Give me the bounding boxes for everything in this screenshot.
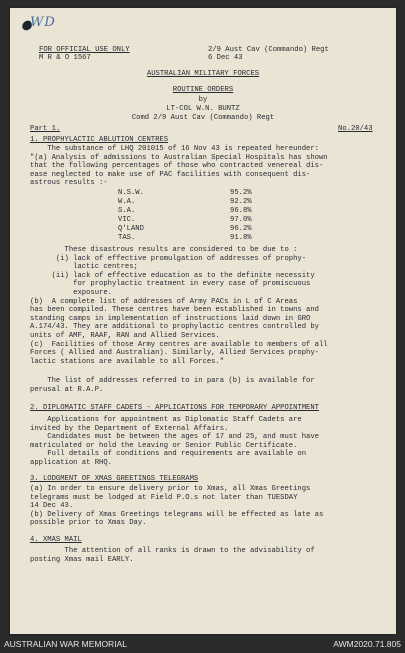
text-line: (i) lack of effective promulgation of addresses of prophy- (30, 254, 307, 263)
text-line: Forces ( Allied and Australian). Similarly, Allied Services prophy- (30, 349, 319, 358)
document-title: AUSTRALIAN MILITARY FORCES (146, 70, 260, 78)
reference-number: M R & O 1567 (39, 54, 91, 62)
state-percentage: 96.2% (230, 225, 252, 233)
text-line: (ii) lack of effective education as to the definite necessity (30, 271, 315, 280)
text-line: The list of addresses referred to in para (b) is available for (30, 377, 315, 385)
text-line: that the following percentages of those who contracted venereal dis- (30, 162, 324, 171)
text-line: "(a) Analysis of admissions to Australian Special Hospitals has shown (30, 153, 328, 162)
archive-footer (0, 636, 405, 653)
text-line: The attention of all ranks is drawn to the advisability of (30, 547, 315, 555)
text-line: Candidates must be between the ages of 17 and 25, and must have (30, 433, 319, 442)
unit-header: 2/9 Aust Cav (Commando) Regt (208, 46, 329, 54)
state-name: VIC. (118, 216, 136, 224)
text-line: A.174/43. They are additional to prophylactic centres controlled by (30, 323, 319, 332)
order-number: No.20/43 (338, 125, 373, 133)
text-line: for prophylactic treatment in every case of promiscuous (30, 280, 311, 289)
state-percentage: 96.8% (230, 207, 252, 215)
text-line: invited by the Department of External Affairs. (30, 424, 229, 433)
text-line: matriculated or hold the Leaving or Senior Public Certificate. (30, 441, 298, 450)
state-name: S.A. (118, 207, 136, 215)
section-2-heading: 2. DIPLOMATIC STAFF CADETS - APPLICATIONS FOR TEMPORARY APPOINTMENT (30, 404, 319, 412)
text-line: (b) A complete list of addresses of Army PACs in L of C Areas (30, 297, 298, 306)
accession-number: AWM2020.71.805 (333, 639, 401, 649)
date-header: 6 Dec 43 (208, 54, 243, 62)
text-line: 14 Dec 43. (30, 502, 74, 511)
text-line: has been compiled. These centres have been established in towns and (30, 306, 319, 315)
text-line: astrous results :- (30, 179, 108, 188)
state-name: N.S.W. (118, 189, 144, 197)
section-3-heading: 3. LODGMENT OF XMAS GREETINGS TELEGRAMS (30, 475, 199, 483)
part-label: Part 1. (30, 125, 61, 133)
text-line: exposure. (30, 289, 112, 297)
text-line: Full details of conditions and requirements are available on (30, 450, 307, 459)
archive-name: AUSTRALIAN WAR MEMORIAL (4, 639, 127, 649)
commander-name: LT-COL W.N. BUNTZ (166, 105, 240, 113)
text-line: telegrams must be lodged at Field P.O.s not later than TUESDAY (30, 493, 298, 502)
classification-label: FOR OFFICIAL USE ONLY (39, 46, 130, 54)
text-line: lactic centres; (30, 263, 138, 272)
document-sheet (10, 8, 396, 634)
section-1-heading: 1. PROPHYLACTIC ABLUTION CENTRES (30, 136, 169, 144)
text-line: ease neglected to make use of PAC facilities with consequent dis- (30, 170, 311, 179)
text-line: (a) In order to ensure delivery prior to Xmas, all Xmas Greetings (30, 485, 311, 493)
state-percentage: 95.2% (230, 189, 252, 197)
state-percentage: 97.0% (230, 216, 252, 224)
text-line: The substance of LHQ 201015 of 16 Nov 43 is repeated hereunder: (30, 145, 319, 153)
commander-unit: Comd 2/9 Aust Cav (Commando) Regt (131, 114, 275, 122)
state-percentage: 92.2% (230, 198, 252, 206)
text-line: (c) Facilities of those Army centres are available to members of all (30, 340, 328, 349)
section-4-heading: 4. XMAS MAIL (30, 536, 82, 544)
state-percentage: 91.8% (230, 234, 252, 242)
text-line: posting Xmas mail EARLY. (30, 555, 134, 564)
text-line: These disastrous results are considered to be due to : (30, 246, 298, 254)
by-line: by (198, 96, 208, 104)
state-name: TAS. (118, 234, 136, 242)
text-line: lactic stations are available to all Forces." (30, 357, 225, 366)
document-subtitle: ROUTINE ORDERS (172, 86, 234, 94)
text-line: Applications for appointment as Diplomatic Staff Cadets are (30, 416, 302, 424)
text-line: standing camps in implementation of instructions laid down in GRO (30, 314, 311, 323)
text-line: units of AMF, RAAF, RAN and Allied Services. (30, 332, 220, 340)
text-line: (b) Delivery of Xmas Greetings telegrams will be effected as late as (30, 510, 324, 519)
state-name: W.A. (118, 198, 136, 206)
state-name: Q'LAND (118, 225, 144, 233)
handwritten-mark: WD (30, 15, 56, 30)
text-line: application at RHQ. (30, 459, 112, 467)
text-line: perusal at R.A.P. (30, 385, 104, 394)
text-line: possible prior to Xmas Day. (30, 519, 147, 528)
